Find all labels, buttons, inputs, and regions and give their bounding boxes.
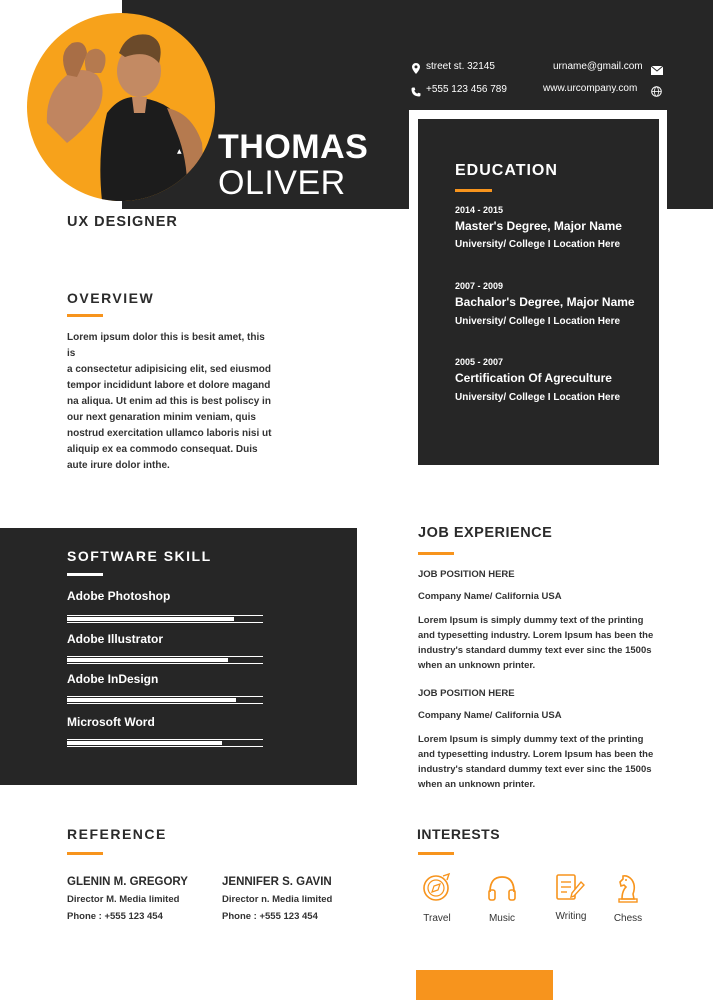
job-description-line: and typesetting industry. Lorem Ipsum has been the bbox=[418, 630, 654, 641]
education-years: 2005 - 2007 bbox=[455, 357, 504, 367]
contact-email: urname@gmail.com bbox=[553, 61, 643, 72]
reference-name: JENNIFER S. GAVIN bbox=[222, 876, 332, 888]
overview-text bbox=[67, 330, 272, 474]
contact-phone: +555 123 456 789 bbox=[426, 84, 507, 95]
skill-name: Adobe Photoshop bbox=[67, 589, 171, 603]
interest-label: Music bbox=[488, 913, 516, 924]
job-position: JOB POSITION HERE bbox=[418, 569, 515, 580]
skill-bar bbox=[67, 656, 263, 664]
overview-title-underline bbox=[67, 314, 103, 317]
compass-icon bbox=[421, 872, 453, 904]
software-title-underline bbox=[67, 573, 103, 576]
reference-phone: Phone : +555 123 454 bbox=[222, 911, 318, 922]
job-description-line: when an unknown printer. bbox=[418, 660, 536, 671]
interest-label: Chess bbox=[613, 913, 643, 924]
phone-icon bbox=[411, 84, 421, 102]
education-degree: Master's Degree, Major Name bbox=[455, 219, 622, 233]
education-school: University/ College I Location Here bbox=[455, 316, 621, 327]
location-pin-icon bbox=[412, 61, 420, 79]
overview-line: our next genaration minim veniam, quis bbox=[67, 412, 256, 423]
education-degree: Bachalor's Degree, Major Name bbox=[455, 295, 635, 309]
name-last: OLIVER bbox=[218, 164, 346, 202]
job-description-line: Lorem Ipsum is simply dummy text of the printing bbox=[418, 734, 644, 745]
reference-title: REFERENCE bbox=[67, 826, 167, 842]
education-years: 2014 - 2015 bbox=[455, 205, 504, 215]
globe-icon bbox=[651, 84, 662, 102]
skill-name: Microsoft Word bbox=[67, 715, 155, 729]
reference-title-text: Director n. Media limited bbox=[222, 894, 333, 905]
skill-bar bbox=[67, 739, 263, 747]
interests-title: INTERESTS bbox=[417, 826, 501, 842]
contact-website: www.urcompany.com bbox=[543, 83, 638, 94]
writing-icon bbox=[554, 872, 586, 904]
interest-label: Travel bbox=[423, 913, 451, 924]
reference-title-underline bbox=[67, 852, 103, 855]
interests-title-underline bbox=[418, 852, 454, 855]
job-description bbox=[418, 613, 663, 673]
job-experience-title: JOB EXPERIENCE bbox=[418, 525, 553, 541]
overview-line: aute irure dolor inthe. bbox=[67, 460, 170, 471]
overview-line: a consectetur adipisicing elit, sed eiusmod bbox=[67, 364, 271, 375]
role-title: UX DESIGNER bbox=[67, 214, 178, 230]
skill-bar-fill bbox=[67, 658, 228, 662]
overview-line: tempor incididunt labore et dolore magand bbox=[67, 380, 271, 391]
reference-name: GLENIN M. GREGORY bbox=[67, 876, 188, 888]
overview-title: OVERVIEW bbox=[67, 290, 155, 306]
footer-accent-bar bbox=[416, 970, 553, 1000]
job-description-line: and typesetting industry. Lorem Ipsum has been the bbox=[418, 749, 654, 760]
skill-bar bbox=[67, 696, 263, 704]
job-company: Company Name/ California USA bbox=[418, 710, 562, 721]
header-band-right bbox=[667, 0, 713, 209]
education-degree: Certification Of Agreculture bbox=[455, 371, 612, 385]
education-school: University/ College I Location Here bbox=[455, 392, 621, 403]
job-description-line: Lorem Ipsum is simply dummy text of the printing bbox=[418, 615, 644, 626]
education-years: 2007 - 2009 bbox=[455, 281, 504, 291]
education-title-underline bbox=[455, 189, 492, 192]
job-position: JOB POSITION HERE bbox=[418, 688, 515, 699]
job-description bbox=[418, 732, 663, 792]
interest-label: Writing bbox=[555, 911, 587, 922]
reference-phone: Phone : +555 123 454 bbox=[67, 911, 163, 922]
profile-photo-figure bbox=[27, 13, 215, 201]
job-description-line: industry's standard dummy text ever sinc the 1500s bbox=[418, 764, 652, 775]
job-description-line: when an unknown printer. bbox=[418, 779, 536, 790]
job-company: Company Name/ California USA bbox=[418, 591, 562, 602]
overview-line: aliquip ex ea commodo consequat. Duis bbox=[67, 444, 258, 455]
chess-knight-icon bbox=[614, 872, 646, 904]
contact-address: street st. 32145 bbox=[426, 61, 495, 72]
envelope-icon bbox=[651, 62, 663, 80]
name-first: THOMAS bbox=[218, 128, 369, 166]
overview-line: Lorem ipsum dolor this is besit amet, this is bbox=[67, 332, 265, 359]
svg-text:▲: ▲ bbox=[177, 148, 182, 155]
skill-bar bbox=[67, 615, 263, 623]
skill-bar-fill bbox=[67, 741, 222, 745]
skill-bar-fill bbox=[67, 698, 236, 702]
reference-title-text: Director M. Media limited bbox=[67, 894, 180, 905]
overview-line: nostrud exercitation ullamco laboris nisi ut bbox=[67, 428, 272, 439]
skill-name: Adobe InDesign bbox=[67, 672, 159, 686]
profile-photo bbox=[27, 13, 215, 201]
job-experience-title-underline bbox=[418, 552, 454, 555]
job-description-line: industry's standard dummy text ever sinc the 1500s bbox=[418, 645, 652, 656]
headphones-icon bbox=[486, 872, 518, 904]
skill-name: Adobe Illustrator bbox=[67, 632, 164, 646]
education-school: University/ College I Location Here bbox=[455, 239, 621, 250]
overview-line: na aliqua. Ut enim ad this is best poliscy in bbox=[67, 396, 271, 407]
education-title: EDUCATION bbox=[455, 162, 558, 179]
software-title: SOFTWARE SKILL bbox=[67, 548, 212, 564]
skill-bar-fill bbox=[67, 617, 234, 621]
